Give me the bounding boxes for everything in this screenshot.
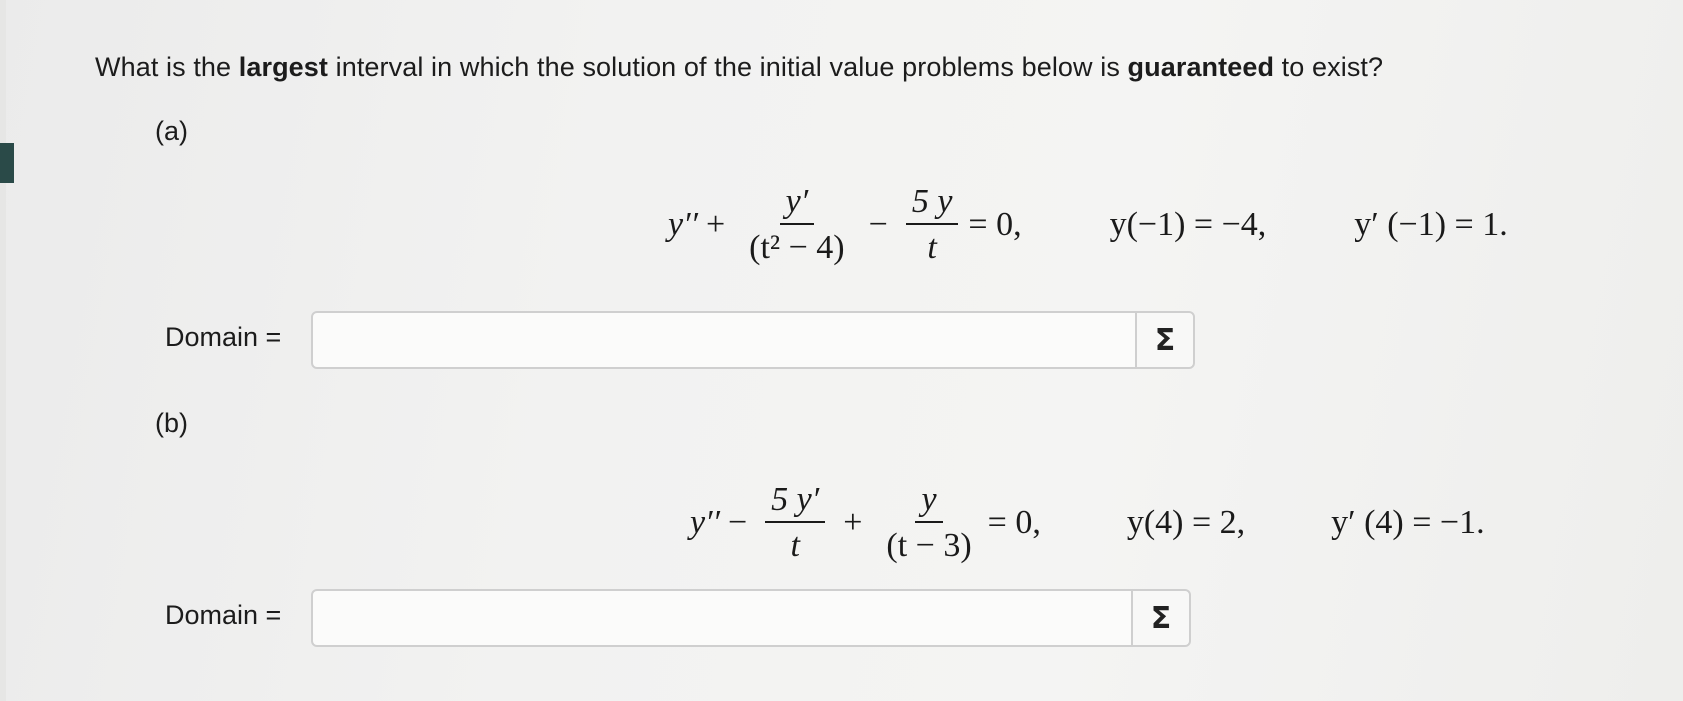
eq-fraction <box>765 481 825 565</box>
initial-condition-y: y(4) = 2, <box>1126 504 1246 541</box>
fraction-numerator: y <box>915 481 942 523</box>
initial-condition-y: y(−1) = −4, <box>1109 206 1267 243</box>
domain-label-b: Domain = <box>165 600 282 630</box>
eq-operator: + <box>705 206 726 243</box>
domain-answer-box-a <box>311 311 1195 369</box>
eq-equals: = 0, <box>987 504 1041 541</box>
part-b-label: (b) <box>155 408 188 438</box>
question-text <box>95 52 1383 83</box>
eq-fraction <box>906 183 959 267</box>
fraction-numerator: 5 y <box>906 183 959 225</box>
domain-input-a[interactable] <box>313 313 1133 367</box>
fraction-denominator: t <box>927 229 937 266</box>
question-part: What is the <box>95 52 239 82</box>
fraction-denominator: t <box>790 527 800 564</box>
eq-fraction <box>743 183 850 267</box>
eq-term: y′′ <box>668 206 698 243</box>
question-emphasis-guaranteed: guaranteed <box>1127 52 1275 82</box>
eq-fraction <box>880 481 977 565</box>
initial-condition-yprime: y′ (4) = −1. <box>1331 504 1485 541</box>
domain-input-b[interactable] <box>313 591 1129 645</box>
sigma-icon[interactable]: Σ <box>1135 313 1193 367</box>
left-edge-strip <box>0 0 6 701</box>
domain-answer-box-b <box>311 589 1191 647</box>
initial-condition-yprime: y′ (−1) = 1. <box>1354 206 1508 243</box>
question-emphasis-largest: largest <box>238 52 329 82</box>
fraction-denominator: (t − 3) <box>886 527 972 564</box>
part-a-label: (a) <box>155 116 188 146</box>
question-part: to exist? <box>1274 52 1384 82</box>
eq-term: y′′ <box>690 504 720 541</box>
fraction-denominator: (t² − 4) <box>749 229 845 266</box>
domain-label-a: Domain = <box>165 322 282 352</box>
eq-equals: = 0, <box>968 206 1022 243</box>
eq-operator: − <box>868 206 888 243</box>
part-a-equation <box>668 183 1508 267</box>
question-part: interval in which the solution of the initial value problems below is <box>328 52 1128 82</box>
sigma-icon[interactable]: Σ <box>1131 591 1189 645</box>
eq-operator: + <box>843 504 863 541</box>
left-edge-marker <box>0 143 14 183</box>
part-b-equation <box>690 481 1485 565</box>
fraction-numerator: 5 y′ <box>765 481 825 523</box>
fraction-numerator: y′ <box>780 183 815 225</box>
eq-operator: − <box>727 504 748 541</box>
